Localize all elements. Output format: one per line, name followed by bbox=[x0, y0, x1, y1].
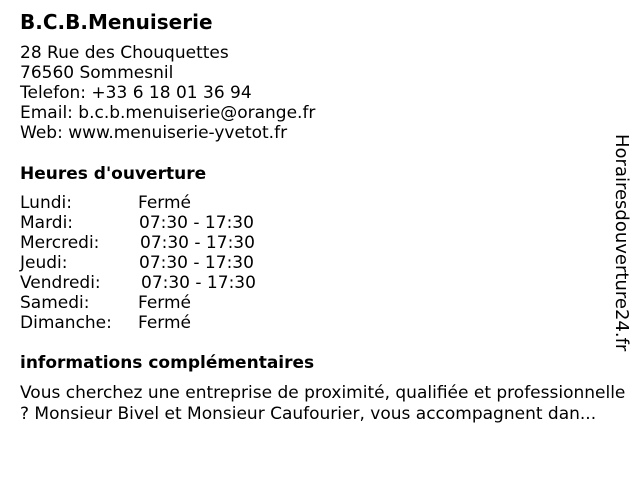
day-label: Mardi: bbox=[20, 213, 74, 233]
hours-value: 07:30 - 17:30 bbox=[139, 213, 254, 233]
address-street: 28 Rue des Chouquettes bbox=[20, 43, 229, 63]
day-label: Mercredi: bbox=[20, 233, 100, 253]
hours-value: 07:30 - 17:30 bbox=[139, 253, 254, 273]
day-label: Dimanche: bbox=[20, 313, 112, 333]
hours-value: Fermé bbox=[138, 293, 192, 313]
website-line: Web: www.menuiserie-yvetot.fr bbox=[20, 123, 288, 143]
day-label: Jeudi: bbox=[20, 253, 68, 273]
watermark-text: Horairesdouverture24.fr bbox=[611, 134, 632, 352]
hours-value: Fermé bbox=[138, 313, 192, 333]
contact-block bbox=[20, 43, 315, 143]
hours-value: 07:30 - 17:30 bbox=[140, 233, 255, 253]
day-label: Samedi: bbox=[20, 293, 90, 313]
info-heading: informations complémentaires bbox=[20, 353, 315, 373]
hours-value: Fermé bbox=[138, 193, 192, 213]
email-line: Email: b.c.b.menuiserie@orange.fr bbox=[20, 103, 316, 123]
hours-value: 07:30 - 17:30 bbox=[141, 273, 256, 293]
phone-line: Telefon: +33 6 18 01 36 94 bbox=[20, 83, 252, 103]
address-city: 76560 Sommesnil bbox=[20, 63, 174, 83]
day-label: Lundi: bbox=[20, 193, 72, 213]
day-label: Vendredi: bbox=[20, 273, 101, 293]
business-description: Vous cherchez une entreprise de proximité, qualifiée et professionnelle ? Monsieur Bivel et Monsieur Caufourier, vous accompagnent dan... bbox=[20, 383, 626, 424]
business-name: B.C.B.Menuiserie bbox=[20, 10, 213, 34]
hours-heading: Heures d'ouverture bbox=[20, 164, 207, 184]
